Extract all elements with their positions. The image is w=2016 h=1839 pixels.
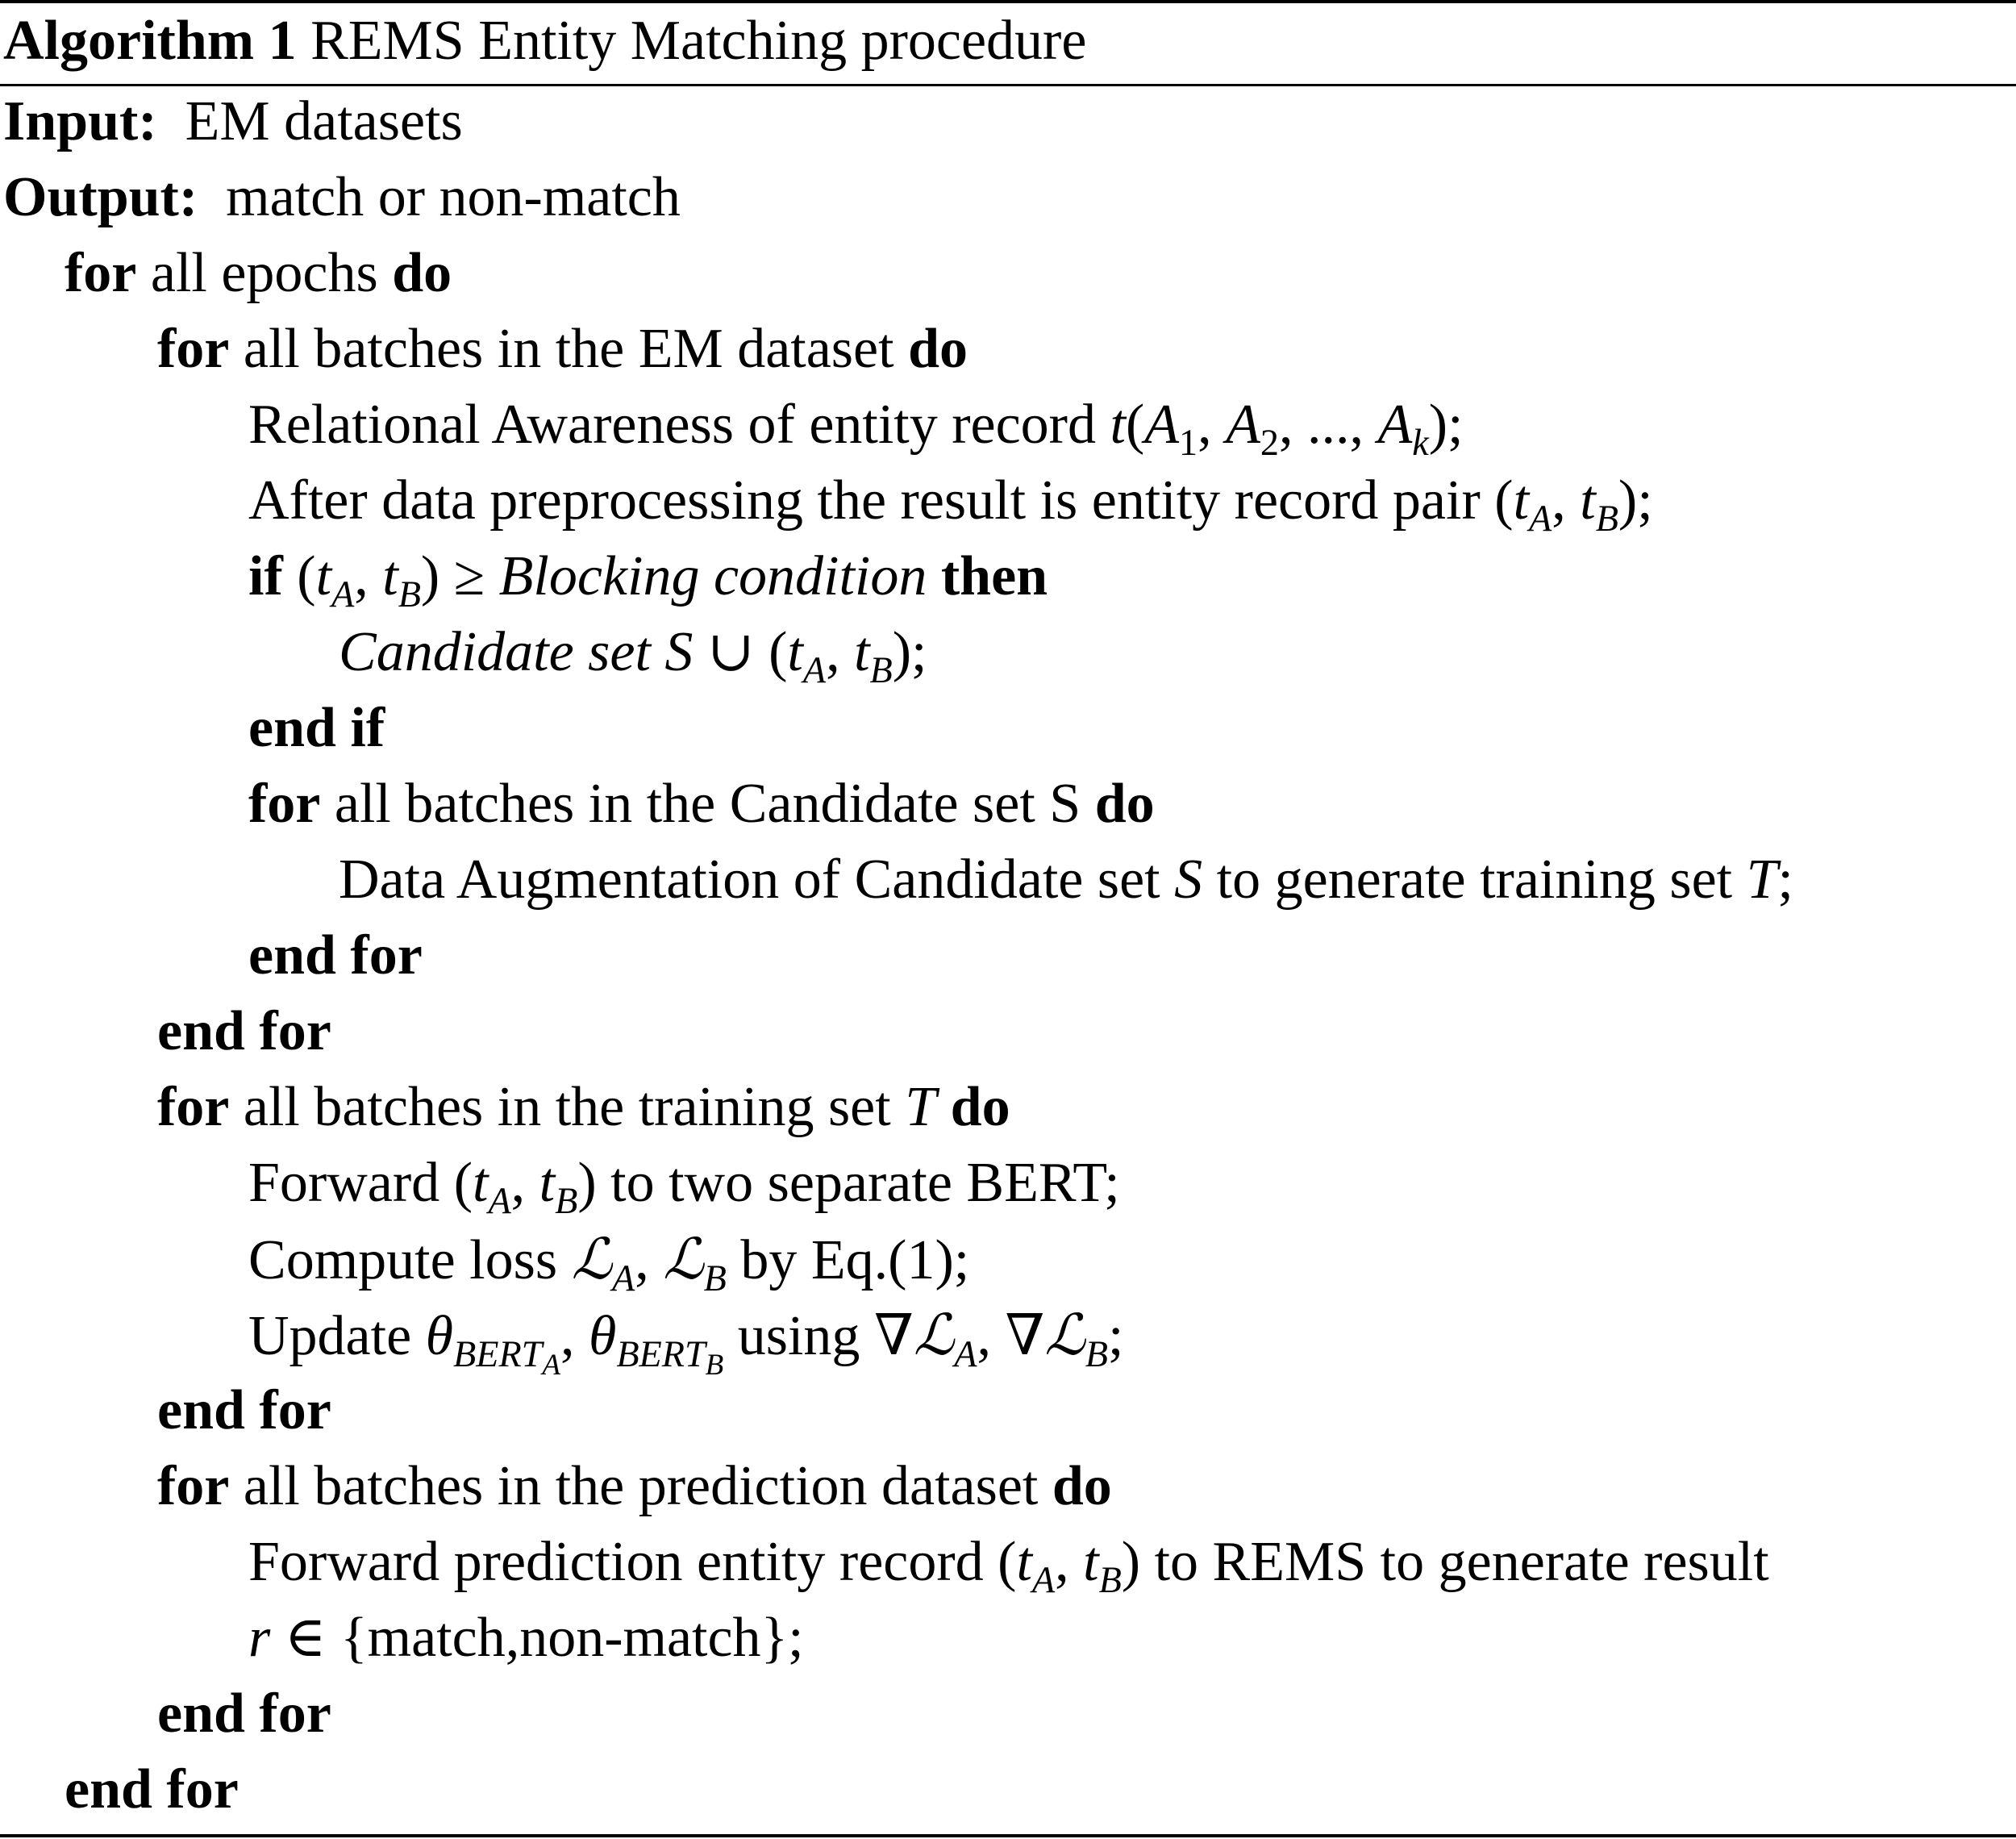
- batches-em-text: all batches in the EM dataset: [243, 318, 894, 380]
- output-value: match or non-match: [226, 166, 681, 228]
- end-for-line: [157, 1676, 331, 1752]
- output-line: [3, 160, 681, 236]
- keyword-for: for: [157, 1455, 230, 1517]
- candidate-union-line: Candidate set S ∪ ($t_A$, $t_B$);: [339, 621, 927, 690]
- relational-awareness-line: Relational Awareness of entity record $t(A_1$, $A_2$, ..., $A_k$);: [248, 394, 1464, 463]
- forward-prediction-text-a: Forward prediction entity record: [248, 1531, 984, 1593]
- augmentation-text-b: to generate training set: [1216, 849, 1733, 911]
- batches-candidate-text: all batches in the Candidate set S: [334, 773, 1081, 835]
- keyword-end-for: end for: [157, 1379, 331, 1441]
- update-text: Update: [248, 1305, 412, 1367]
- end-for-line: [157, 994, 331, 1070]
- for-batches-training-line: for all batches in the training set T do: [157, 1076, 1010, 1138]
- result-set-line: r ∈ {match,non-match};: [248, 1607, 804, 1669]
- batches-training-text: all batches in the training set: [243, 1076, 891, 1138]
- compute-loss-line: Compute loss ℒ$_A$, ℒ$_B$ by Eq.(1);: [248, 1226, 970, 1299]
- forward-line: Forward ($t_A$, $t_B$) to two separate BERT;: [248, 1152, 1120, 1221]
- keyword-for: for: [157, 318, 230, 380]
- keyword-end-for: end for: [157, 1683, 331, 1745]
- forward-prediction-text-b: to REMS to generate result: [1154, 1531, 1769, 1593]
- augmentation-text-a: Data Augmentation of Candidate set: [339, 849, 1160, 911]
- preprocessing-text: After data preprocessing the result is entity record pair: [248, 469, 1481, 532]
- batches-prediction-text: all batches in the prediction dataset: [243, 1455, 1039, 1517]
- keyword-end-for: end for: [65, 1758, 239, 1820]
- relational-awareness-text: Relational Awareness of entity record: [248, 394, 1096, 456]
- keyword-do: do: [950, 1076, 1010, 1138]
- keyword-for: for: [157, 1076, 230, 1138]
- blocking-condition-text: Blocking condition: [498, 545, 927, 607]
- math-record-tuple: t: [1110, 394, 1126, 456]
- epochs-text: all epochs: [150, 242, 378, 304]
- forward-text-a: Forward: [248, 1152, 440, 1214]
- keyword-end-for: end for: [157, 1000, 331, 1062]
- input-value: EM datasets: [185, 90, 463, 152]
- update-line: Update $\theta_{BERT_A}$, $\theta_{BERT_B}$ using ∇ℒ$_A$, ∇ℒ$_B$;: [248, 1302, 1124, 1382]
- keyword-do: do: [1094, 773, 1155, 835]
- keyword-do: do: [392, 242, 452, 304]
- forward-text-b: to two separate BERT;: [610, 1152, 1120, 1214]
- result-set-text: {match,non-match};: [340, 1607, 804, 1669]
- keyword-for: for: [248, 773, 321, 835]
- forward-prediction-line: Forward prediction entity record ($t_A$, $t_B$) to REMS to generate result: [248, 1531, 1769, 1600]
- end-for-line: [157, 1373, 331, 1449]
- input-line: [3, 84, 463, 160]
- end-if-line: [248, 690, 385, 766]
- algorithm-label: Algorithm 1: [3, 10, 297, 72]
- using-text: using: [737, 1305, 860, 1367]
- end-for-line: [65, 1752, 239, 1828]
- output-label: Output:: [3, 166, 198, 228]
- for-batches-em-line: [157, 311, 968, 387]
- if-blocking-line: if ($t_A$, $t_B$) ≥ Blocking condition then: [248, 545, 1048, 615]
- keyword-do: do: [1052, 1455, 1112, 1517]
- candidate-set-text: Candidate set: [339, 621, 651, 683]
- end-for-line: [248, 918, 423, 994]
- input-label: Input:: [3, 90, 157, 152]
- keyword-then: then: [940, 545, 1048, 607]
- compute-loss-text: Compute loss: [248, 1229, 558, 1291]
- for-batches-prediction-line: [157, 1449, 1112, 1524]
- augmentation-line: Data Augmentation of Candidate set S to generate training set T;: [339, 849, 1793, 911]
- keyword-do: do: [908, 318, 968, 380]
- by-eq-text: by Eq.(1);: [740, 1229, 970, 1291]
- for-batches-candidate-line: [248, 766, 1155, 842]
- bottom-rule: [0, 1834, 2016, 1837]
- keyword-for: for: [65, 242, 137, 304]
- keyword-end-for: end for: [248, 924, 423, 986]
- keyword-end-if: end if: [248, 697, 385, 759]
- for-epochs-line: [65, 236, 452, 311]
- algorithm-caption: [3, 3, 1086, 79]
- algorithm-title: REMS Entity Matching procedure: [310, 10, 1087, 72]
- preprocessing-line: After data preprocessing the result is entity record pair ($t_A$, $t_B$);: [248, 469, 1653, 539]
- keyword-if: if: [248, 545, 283, 607]
